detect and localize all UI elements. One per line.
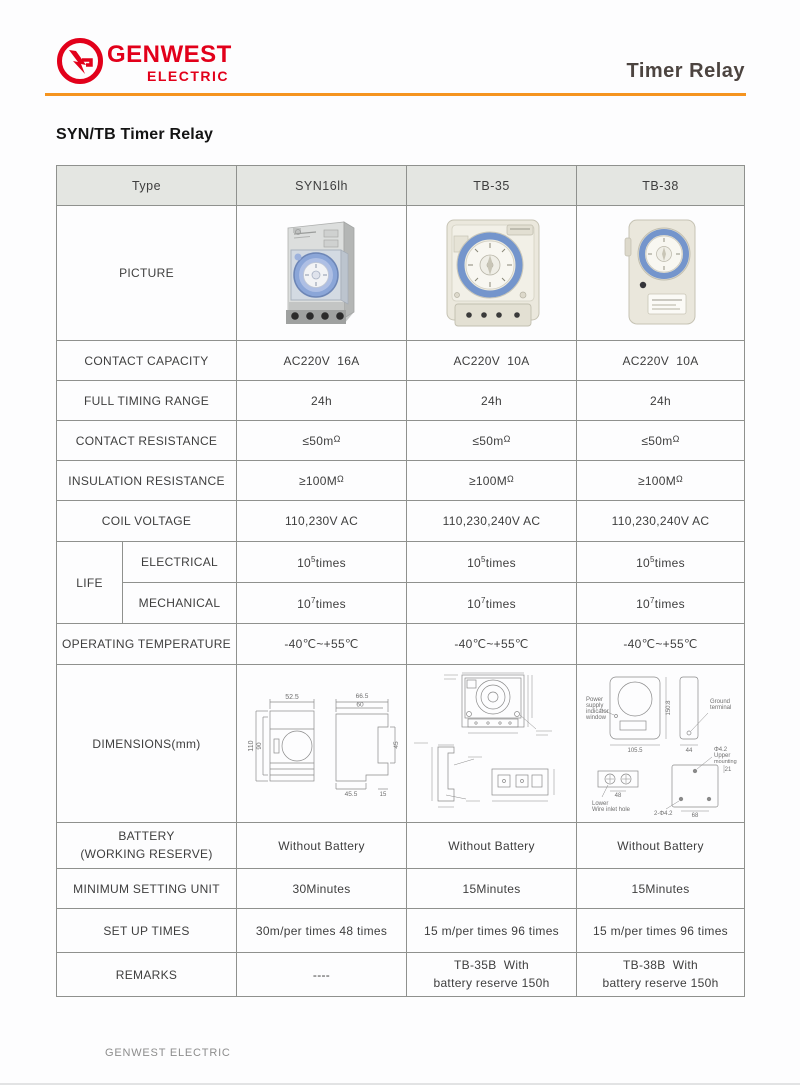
col-header-tb35: TB-35 [407, 166, 577, 206]
timing-range-tb35: 24h [481, 393, 502, 408]
svg-text:110: 110 [248, 739, 256, 752]
tb-35-dimension-drawing [410, 669, 574, 819]
brand-logo-text [107, 43, 232, 83]
brand-logo-icon [55, 36, 105, 86]
setup-times-tb38: 15 m/per times 96 times [593, 923, 728, 938]
svg-text:21: 21 [724, 766, 732, 773]
dimensions-tb35 [407, 665, 577, 823]
section-title: SYN/TB Timer Relay [56, 126, 214, 143]
svg-text:Ground: Ground [710, 698, 731, 705]
table-header-row [57, 166, 745, 206]
svg-text:2-Φ4.2: 2-Φ4.2 [654, 810, 673, 817]
picture-tb38 [577, 206, 745, 341]
row-label-contact-capacity: CONTACT CAPACITY [57, 341, 237, 381]
life-electrical-syn16lh: $10^5times$ [297, 554, 346, 570]
battery-tb38: Without Battery [617, 838, 704, 853]
row-label-operating-temperature: OPERATING TEMPERATURE [57, 624, 237, 665]
dimensions-syn16lh [237, 665, 407, 823]
row-label-insulation-resistance: INSULATION RESISTANCE [57, 461, 237, 501]
svg-text:window: window [586, 714, 607, 721]
life-mechanical-tb38: $10^7times$ [636, 595, 685, 611]
svg-text:Wire inlet hole: Wire inlet hole [592, 806, 631, 813]
brand-logo [55, 36, 232, 86]
picture-tb35 [407, 206, 577, 341]
operating-temp-tb38: -40℃~+55℃ [623, 637, 698, 651]
svg-text:Lower: Lower [592, 800, 609, 807]
row-life-electrical [57, 542, 745, 583]
remarks-tb35: TB-35B With battery reserve 150h [407, 953, 577, 997]
min-setting-syn16lh: 30Minutes [292, 881, 351, 896]
svg-text:Upper: Upper [714, 752, 731, 759]
battery-syn16lh: Without Battery [278, 838, 365, 853]
row-label-life: LIFE [57, 542, 123, 624]
row-dimensions [57, 665, 745, 823]
row-label-mechanical: MECHANICAL [123, 583, 237, 624]
svg-text:15: 15 [379, 791, 387, 798]
contact-resistance-syn16lh: $\le 50m^\Omega$ [302, 433, 341, 448]
timing-range-tb38: 24h [650, 393, 671, 408]
row-picture [57, 206, 745, 341]
svg-text:90: 90 [256, 741, 264, 750]
row-label-contact-resistance: CONTACT RESISTANCE [57, 421, 237, 461]
row-operating-temperature [57, 624, 745, 665]
footer-brand-text: GENWEST ELECTRIC [105, 1047, 231, 1059]
col-header-type: Type [57, 166, 237, 206]
svg-text:150.8: 150.8 [666, 699, 673, 716]
row-coil-voltage [57, 501, 745, 542]
svg-text:48: 48 [614, 792, 622, 799]
coil-voltage-tb35: 110,230,240V AC [442, 514, 541, 528]
svg-text:indicator: indicator [586, 708, 609, 715]
setup-times-tb35: 15 m/per times 96 times [424, 923, 559, 938]
coil-voltage-tb38: 110,230,240V AC [611, 514, 710, 528]
syn16lh-product-image [258, 212, 386, 334]
header-divider [45, 93, 746, 96]
svg-text:44: 44 [685, 747, 693, 754]
svg-text:supply: supply [586, 702, 604, 709]
brand-name: GENWEST [107, 41, 232, 68]
insulation-resistance-syn16lh: $\ge 100M^\Omega$ [298, 473, 345, 488]
picture-syn16lh [237, 206, 407, 341]
row-battery [57, 823, 745, 869]
min-setting-tb38: 15Minutes [631, 881, 690, 896]
svg-text:terminal: terminal [710, 704, 732, 711]
life-electrical-tb38: $10^5times$ [636, 554, 685, 570]
svg-text:45.5: 45.5 [344, 790, 358, 798]
row-minimum-setting-unit [57, 869, 745, 909]
coil-voltage-syn16lh: 110,230V AC [284, 514, 359, 528]
row-contact-resistance [57, 421, 745, 461]
syn16lh-dimension-drawing [240, 669, 404, 819]
insulation-resistance-tb38: $\ge 100M^\Omega$ [637, 473, 684, 488]
contact-capacity-tb35: AC220V 10A [453, 353, 530, 368]
life-mechanical-syn16lh: $10^7times$ [297, 595, 346, 611]
row-label-battery: BATTERY (WORKING RESERVE) [57, 823, 237, 869]
contact-capacity-tb38: AC220V 10A [622, 353, 699, 368]
row-label-remarks: REMARKS [57, 953, 237, 997]
life-mechanical-tb35: $10^7times$ [467, 595, 516, 611]
svg-text:52.5: 52.5 [285, 693, 299, 701]
row-remarks [57, 953, 745, 997]
remarks-syn16lh: ---- [312, 967, 331, 982]
svg-text:60: 60 [356, 701, 364, 708]
min-setting-tb35: 15Minutes [462, 881, 521, 896]
tb-38-product-image [596, 212, 726, 334]
svg-text:68: 68 [691, 812, 699, 819]
life-electrical-tb35: $10^5times$ [467, 554, 516, 570]
row-life-mechanical [57, 583, 745, 624]
timing-range-syn16lh: 24h [311, 393, 332, 408]
brand-subname: ELECTRIC [147, 68, 229, 84]
row-label-dimensions: DIMENSIONS(mm) [57, 665, 237, 823]
row-label-minimum-setting-unit: MINIMUM SETTING UNIT [57, 869, 237, 909]
row-set-up-times [57, 909, 745, 953]
row-label-full-timing-range: FULL TIMING RANGE [57, 381, 237, 421]
svg-text:66.5: 66.5 [355, 692, 369, 700]
dimensions-tb38 [577, 665, 745, 823]
document-title: Timer Relay [626, 60, 745, 82]
row-contact-capacity [57, 341, 745, 381]
insulation-resistance-tb35: $\ge 100M^\Omega$ [468, 473, 515, 488]
spec-table [56, 165, 745, 997]
col-header-tb38: TB-38 [577, 166, 745, 206]
setup-times-syn16lh: 30m/per times 48 times [255, 923, 388, 938]
svg-text:105.5: 105.5 [627, 747, 643, 754]
svg-text:Φ4.2: Φ4.2 [714, 746, 728, 753]
contact-resistance-tb38: $\le 50m^\Omega$ [641, 433, 680, 448]
operating-temp-tb35: -40℃~+55℃ [454, 637, 529, 651]
tb-35-product-image [427, 212, 557, 334]
svg-text:mounting: mounting [714, 758, 737, 765]
operating-temp-syn16lh: -40℃~+55℃ [284, 637, 359, 651]
col-header-syn16lh: SYN16lh [237, 166, 407, 206]
contact-capacity-syn16lh: AC220V 16A [283, 353, 360, 368]
row-label-electrical: ELECTRICAL [123, 542, 237, 583]
contact-resistance-tb35: $\le 50m^\Omega$ [472, 433, 511, 448]
svg-text:Power: Power [586, 696, 604, 703]
remarks-tb38: TB-38B With battery reserve 150h [577, 953, 745, 997]
row-label-picture: PICTURE [57, 206, 237, 341]
svg-text:45: 45 [393, 740, 401, 749]
battery-tb35: Without Battery [448, 838, 535, 853]
row-full-timing-range [57, 381, 745, 421]
row-insulation-resistance [57, 461, 745, 501]
tb-38-dimension-drawing [580, 669, 744, 819]
row-label-coil-voltage: COIL VOLTAGE [57, 501, 237, 542]
row-label-set-up-times: SET UP TIMES [57, 909, 237, 953]
